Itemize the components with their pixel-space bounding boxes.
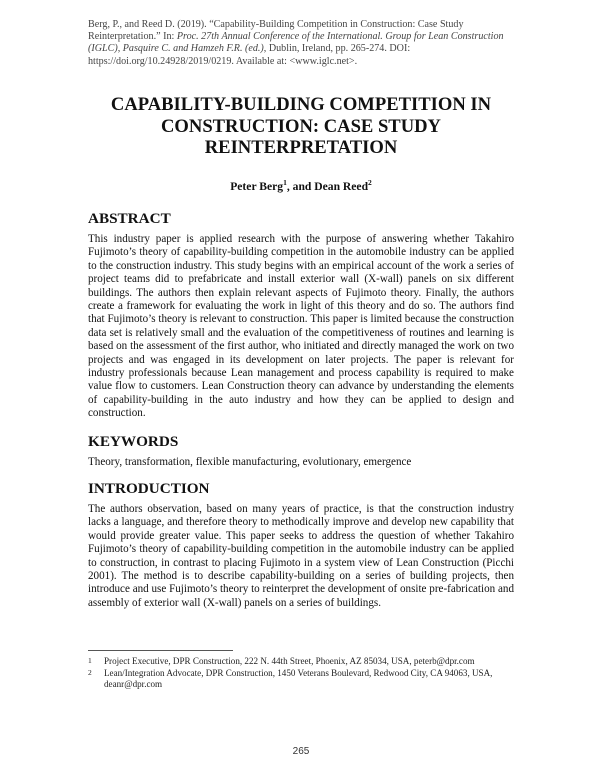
- author-line: [88, 178, 514, 193]
- introduction-heading: INTRODUCTION: [88, 480, 210, 497]
- author-2: , and Dean Reed: [286, 179, 369, 193]
- footnote-1-number: 1: [88, 656, 92, 665]
- introduction-text: The authors observation, based on many years of practice, is that the construction industry lacks a language, and therefore theory to methodically improve and develop new capability that would provide greater value. This paper seeks to address the question of whether Takahiro Fujimoto’s theory of capability-building competition in the automobile industry can be applied to construction, in contrast to placing Fujimoto in a system view of Lean Construction (Picchi 2001). The method is to describe capability-building on a series of building projects, then introduce and use Fujimoto’s theory to reinterpret the development of onsite pre-fabrication and assembly of exterior wall (X-wall) panels on a series of buildings.: [88, 503, 514, 609]
- title-line-1: CAPABILITY-BUILDING COMPETITION IN: [110, 94, 492, 115]
- citation-line-3: [88, 43, 514, 55]
- citation-line-4: https://doi.org/10.24928/2019/0219. Available at: <www.iglc.net>.: [88, 55, 358, 67]
- citation-line-1: Berg, P., and Reed D. (2019). “Capability-Building Competition in Construction: Case Study: [88, 19, 464, 30]
- footnote-2-number: 2: [88, 667, 92, 677]
- paper-title: [88, 94, 514, 159]
- citation-line-2: [88, 31, 514, 43]
- citation-prefix: Reinterpretation.” In:: [88, 31, 177, 43]
- abstract-text: This industry paper is applied research with the purpose of answering whether Takahiro Fujimoto’s theory of capability-building competition in the automobile industry can be applied to the construction industry. This study begins with an empirical account of the work a series of project teams did to prefabricate and install exterior wall (X-wall) panels on six different buildings. The authors then explain relevant aspects of Fujimoto theory. Finally, the authors create a framework for evaluating the work in light of this theory and do so. The authors find that Fujimoto’s theory is relevant to construction. This paper is limited because the construction data set is relatively small and the evaluation of the competitiveness of routines and learning is based on the assessment of the first author, who initiated and directly managed the work on two projects and was engaged in its development on later projects. The paper is relevant for industry professionals because Lean management and process capability is required to make value flow to customers. Lean Construction theory can advance by understanding the elements of capability-building in the auto industry and how they can be applied to design and construction.: [88, 233, 514, 420]
- footnote-2-text: Lean/Integration Advocate, DPR Construction, 1450 Veterans Boulevard, Redwood City, CA 94063, USA, deanr@dpr.com: [104, 667, 493, 690]
- title-line-2: CONSTRUCTION: CASE STUDY: [161, 115, 441, 137]
- citation-location: , Dublin, Ireland, pp. 265-274. DOI:: [263, 43, 411, 55]
- author-2-footnote-mark: 2: [368, 178, 372, 187]
- footnote-1-text: Project Executive, DPR Construction, 222 N. 44th Street, Phoenix, AZ 85034, USA, peterb@dpr.com: [104, 656, 475, 666]
- author-1: Peter Berg: [230, 179, 284, 193]
- footnotes: [88, 656, 514, 691]
- footnote-1: [88, 656, 514, 668]
- keywords-text: Theory, transformation, flexible manufacturing, evolutionary, emergence: [88, 456, 412, 468]
- citation-editors: (IGLC), Pasquire C. and Hamzeh F.R. (ed.): [88, 43, 264, 55]
- author-1-footnote-mark: 1: [283, 178, 287, 187]
- citation-proceedings: Proc. 27th Annual Conference of the International. Group for Lean Construction: [176, 31, 504, 43]
- abstract-heading: ABSTRACT: [88, 210, 171, 227]
- citation-block: [88, 19, 514, 68]
- footnote-2: [88, 668, 514, 691]
- footnote-divider: [88, 650, 233, 651]
- title-line-3: REINTERPRETATION: [204, 137, 398, 158]
- keywords-heading: KEYWORDS: [88, 433, 179, 450]
- page-number: 265: [292, 746, 310, 757]
